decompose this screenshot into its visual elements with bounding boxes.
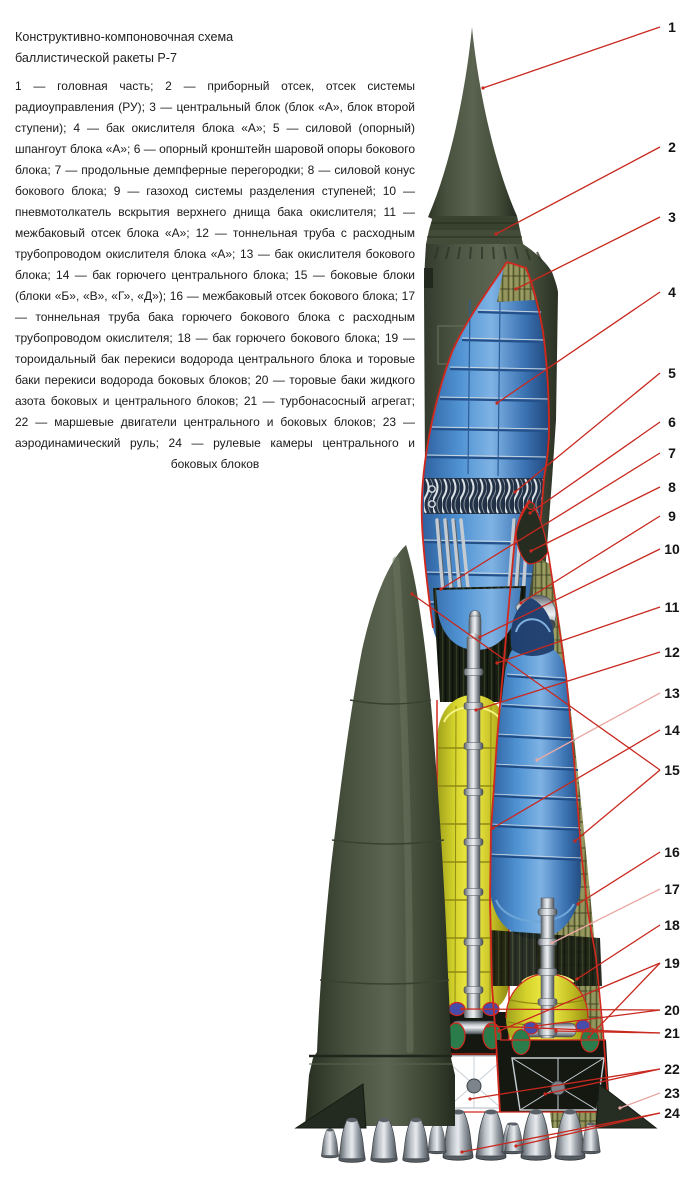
callout-line-2: [496, 147, 660, 234]
left-booster: [296, 545, 455, 1162]
callout-line-16: [578, 852, 660, 904]
callout-dot-12: [474, 708, 477, 711]
callout-dot-20: [534, 1024, 537, 1027]
callout-dot-9: [519, 601, 522, 604]
callout-dot-13: [535, 758, 538, 761]
callout-number-13: 13: [664, 685, 680, 701]
callout-dot-10: [478, 635, 481, 638]
callout-number-4: 4: [668, 284, 676, 300]
callout-number-14: 14: [664, 722, 680, 738]
callout-dot-15: [573, 839, 576, 842]
callout-number-8: 8: [668, 479, 676, 495]
callout-line-15: [575, 770, 660, 841]
nose-cone: [428, 27, 517, 227]
callout-number-21: 21: [664, 1025, 680, 1041]
callout-number-12: 12: [664, 644, 680, 660]
callout-number-17: 17: [664, 881, 680, 897]
ball-mount: [528, 503, 535, 510]
callout-dot-20: [460, 1007, 463, 1010]
callout-number-1: 1: [668, 19, 676, 35]
callout-dot-19: [587, 1035, 590, 1038]
booster-body: [305, 545, 455, 1126]
title-line-2: баллистической ракеты Р-7: [15, 51, 177, 65]
callout-dot-2: [494, 232, 497, 235]
callout-number-22: 22: [664, 1061, 680, 1077]
title-line-1: Конструктивно-компоновочная схема: [15, 30, 234, 44]
callout-number-16: 16: [664, 844, 680, 860]
callout-dot-19: [497, 1029, 500, 1032]
callout-dot-7: [439, 587, 442, 590]
legend-text: 1 — головная часть; 2 — приборный отсек, отсек системы радиоуправления (РУ); 3 — центральный блок (блок «А», блок второй ступени); 4 — бак окислителя блока «А»; 5 — силовой (опорный) шпангоут блока «А»; 6 — опорный кронштейн шаровой опоры бокового блока; 7 — продольные демпферные перегородки; 8 — силовой конус бокового блока; 9 — газоход системы разделения ступеней; 10 — пневмотолкатель вскрытия верхнего днища бака окислителя; 11 — межбаковый отсек блока «А»; 12 — тоннельная труба с расходным трубопроводом окислителя блока «А»; 13 — бак окислителя бокового блока; 14 — бак горючего центрального блока; 15 — боковые блоки (блоки «Б», «В», «Г», «Д»); 16 — межбаковый отсек бокового блока; 17 — тоннельная труба бака горючего бокового блока с расходным трубопроводом окислителя; 18 — бак горючего бокового блока; 19 — тороидальный бак перекиси водорода центрального блока и торовые баки перекиси водорода боковых блоков; 20 — торовые баки жидкого азота боковых и центрального блоков; 21 — турбонасосный агрегат; 22 — маршевые двигатели центрального и боковых блоков; 23 — аэродинамический руль; 24 — рулевые камеры центрального и боковых блоков: [15, 79, 415, 471]
callout-dot-16: [576, 902, 579, 905]
callout-dot-14: [491, 826, 494, 829]
callout-number-5: 5: [668, 365, 676, 381]
callout-number-20: 20: [664, 1002, 680, 1018]
callout-number-11: 11: [664, 599, 680, 615]
callout-dot-5: [513, 490, 516, 493]
callout-dot-8: [529, 549, 532, 552]
callout-number-10: 10: [664, 541, 680, 557]
callout-number-9: 9: [668, 508, 676, 524]
callout-dot-18: [575, 977, 578, 980]
callout-dot-17: [550, 941, 553, 944]
callout-line-23: [620, 1093, 660, 1108]
callout-number-18: 18: [664, 917, 680, 933]
tunnel-pipe-side: [538, 898, 557, 1038]
callout-number-6: 6: [668, 414, 676, 430]
callout-number-24: 24: [664, 1105, 680, 1121]
callout-dot-22: [468, 1097, 471, 1100]
callout-dot-21: [554, 1029, 557, 1032]
callout-dot-3: [514, 287, 517, 290]
callout-number-23: 23: [664, 1085, 680, 1101]
callout-number-7: 7: [668, 445, 676, 461]
callout-dot-15: [410, 592, 413, 595]
callout-number-15: 15: [664, 762, 680, 778]
callout-dot-4: [495, 401, 498, 404]
callout-number-3: 3: [668, 209, 676, 225]
callout-number-19: 19: [664, 955, 680, 971]
callout-line-1: [483, 27, 660, 88]
callout-dot-23: [618, 1106, 621, 1109]
callout-dot-24: [514, 1144, 517, 1147]
callout-dot-6: [528, 511, 531, 514]
callout-dot-11: [495, 661, 498, 664]
callout-dot-24: [460, 1150, 463, 1153]
fairing-collar: [426, 216, 523, 244]
callout-dot-22: [543, 1092, 546, 1095]
callout-number-2: 2: [668, 139, 676, 155]
callout-dot-1: [481, 86, 484, 89]
tunnel-pipe-central: [464, 633, 483, 1018]
callout-dot-21: [486, 1024, 489, 1027]
